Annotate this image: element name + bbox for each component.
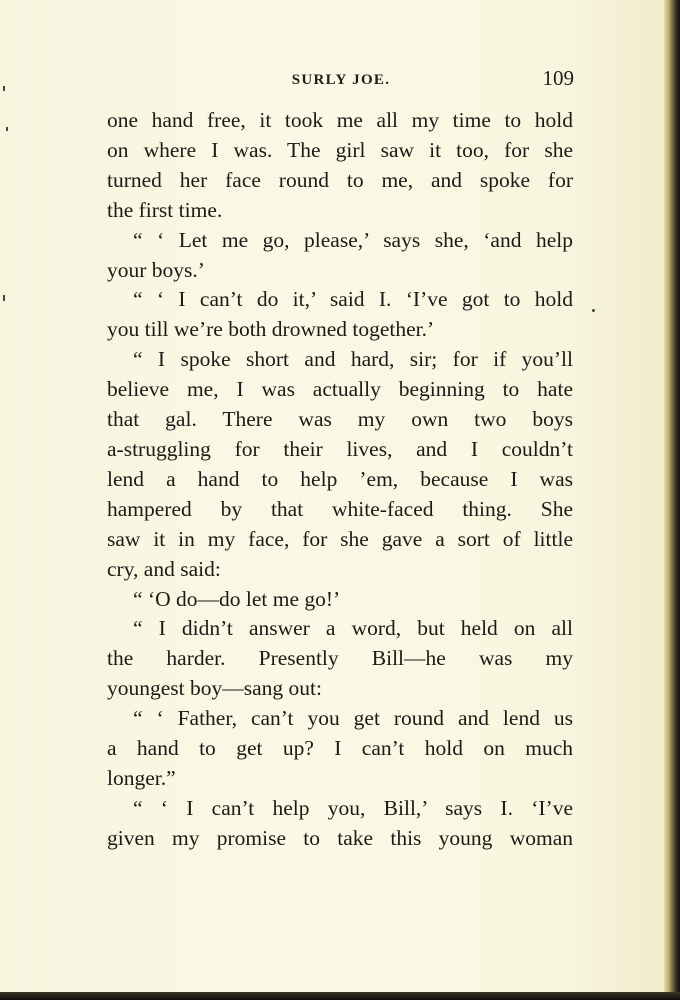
running-head: SURLY JOE. xyxy=(291,72,391,88)
text-line: “ ‘O do—do let me go!’ xyxy=(133,586,341,611)
margin-speck xyxy=(3,86,5,91)
text-line: a-struggling for their lives, and I couldn’t xyxy=(107,436,573,461)
text-line: lend a hand to help ’em, because I was xyxy=(107,466,573,491)
text-line: longer.” xyxy=(107,765,176,790)
text-line: the first time. xyxy=(107,197,223,222)
page-bottom-edge xyxy=(0,992,680,1000)
text-line: “ I didn’t answer a word, but held on all xyxy=(133,616,573,641)
margin-speck xyxy=(3,295,5,301)
text-line: that gal. There was my own two boys xyxy=(107,407,573,432)
text-line: youngest boy—sang out: xyxy=(107,676,322,701)
text-line: “ I spoke short and hard, sir; for if you’ll xyxy=(133,347,573,372)
text-line: turned her face round to me, and spoke for xyxy=(107,167,573,192)
body-text xyxy=(107,106,573,854)
margin-speck xyxy=(6,127,8,131)
text-line: cry, and said: xyxy=(107,556,221,581)
text-line: hampered by that white-faced thing. She xyxy=(107,496,573,521)
text-line: saw it in my face, for she gave a sort of little xyxy=(107,526,573,551)
text-line: on where I was. The girl saw it too, for she xyxy=(107,137,573,162)
page-edge xyxy=(664,0,680,1000)
text-line: “ ‘ Let me go, please,’ says she, ‘and help xyxy=(133,227,573,252)
text-line: “ ‘ Father, can’t you get round and lend us xyxy=(133,706,573,731)
text-line: believe me, I was actually beginning to hate xyxy=(107,377,573,402)
text-line: a hand to get up? I can’t hold on much xyxy=(107,736,573,761)
text-line: the harder. Presently Bill—he was my xyxy=(107,646,573,671)
text-line: “ ‘ I can’t help you, Bill,’ says I. ‘I’ve xyxy=(133,795,573,820)
page-number: 109 xyxy=(542,66,574,90)
page-header xyxy=(108,66,574,96)
text-line: your boys.’ xyxy=(107,257,205,282)
text-line: given my promise to take this young woman xyxy=(107,825,573,850)
text-line: “ ‘ I can’t do it,’ said I. ‘I’ve got to hold xyxy=(133,287,573,312)
text-line: you till we’re both drowned together.’ xyxy=(107,317,435,342)
text-line: one hand free, it took me all my time to hold xyxy=(107,108,573,132)
margin-speck xyxy=(592,309,595,312)
